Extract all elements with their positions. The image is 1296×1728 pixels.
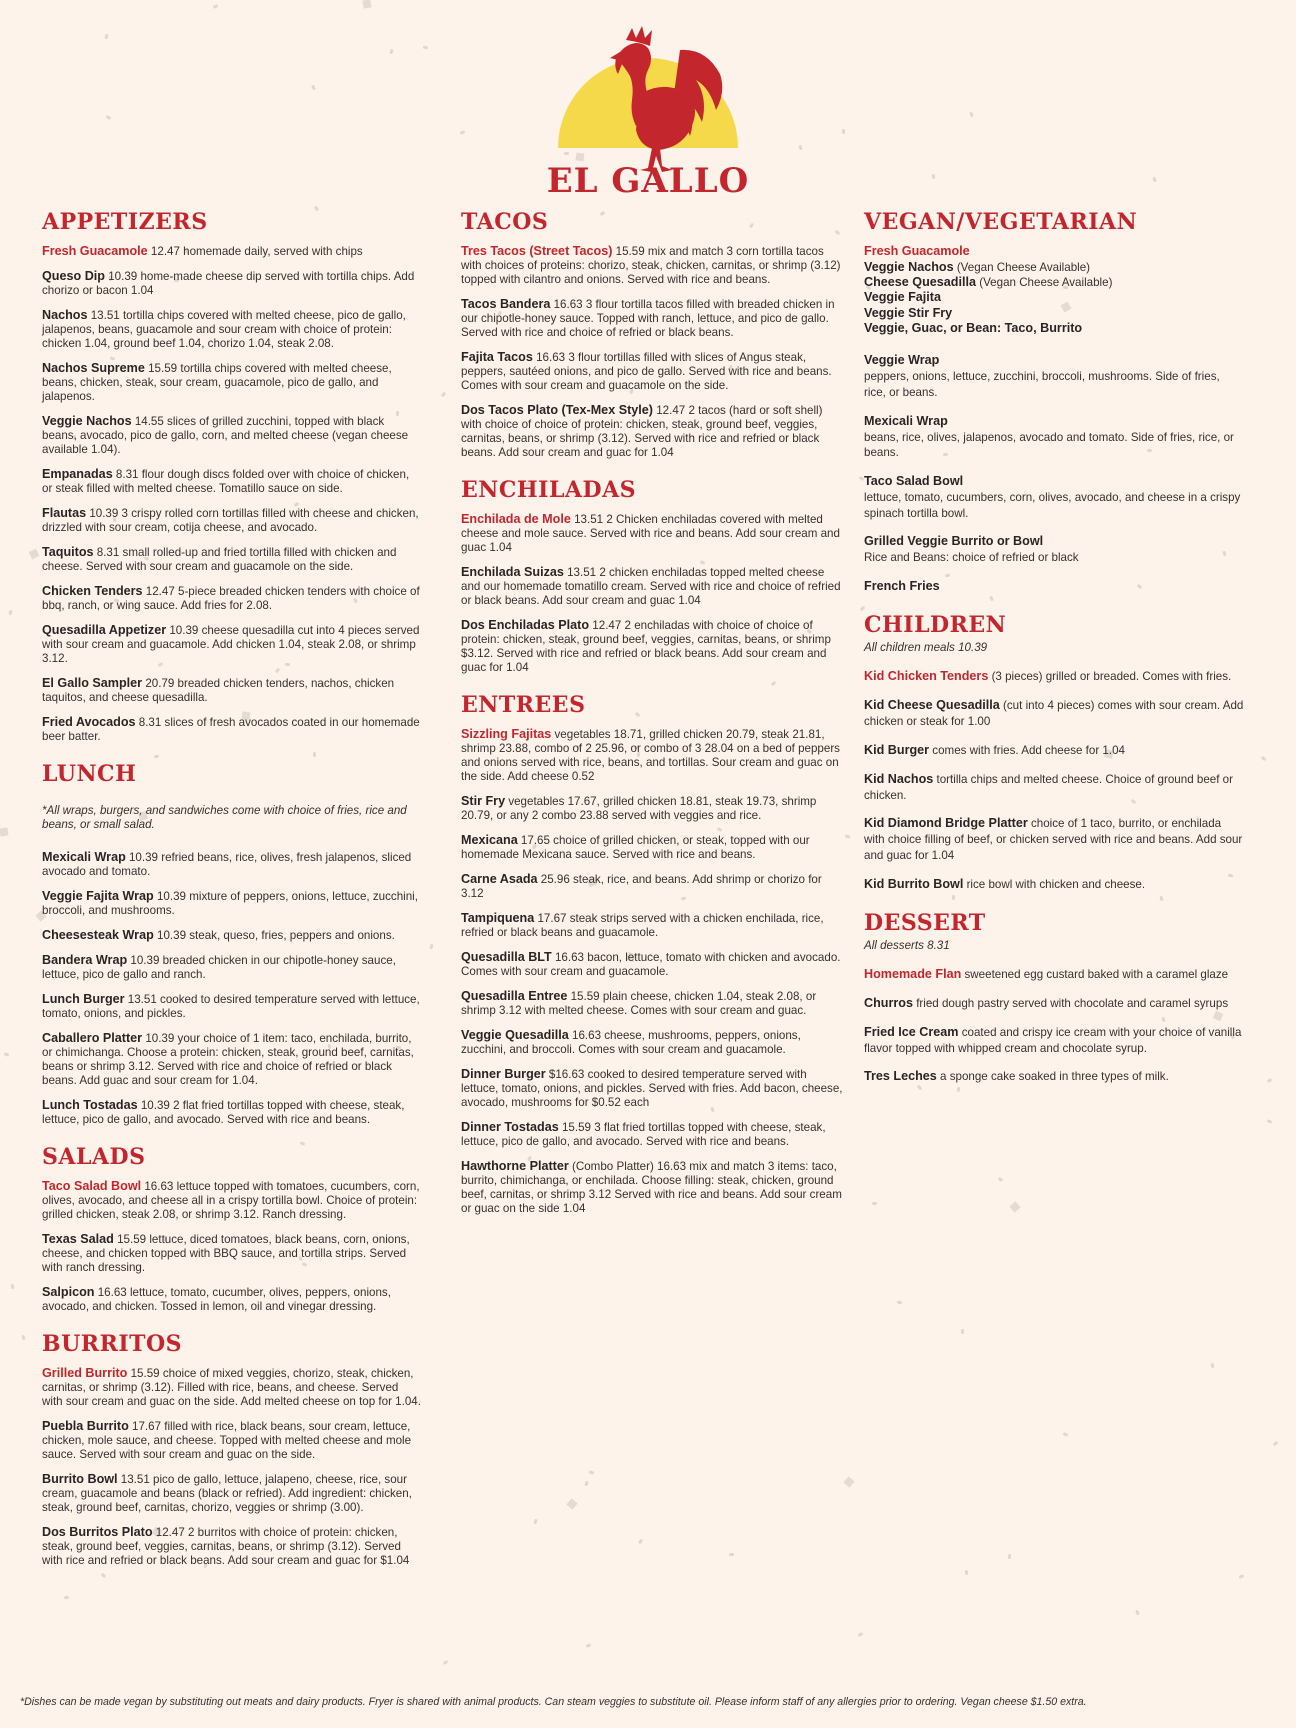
speck xyxy=(1009,1201,1020,1212)
menu-item-description: 17.67 filled with rice, black beans, sour cream, lettuce, chicken, mole sauce, and cheese. Topped with melted cheese and mole sauce. Served with sour cream and guac on the side. xyxy=(42,1420,412,1462)
menu-item xyxy=(864,876,1244,893)
menu-item-name: Flautas xyxy=(42,506,87,521)
menu-item xyxy=(461,833,843,862)
speck xyxy=(842,129,845,134)
menu-item-name: Tacos Bandera xyxy=(461,297,551,312)
menu-column-right xyxy=(864,210,1244,1103)
menu-item xyxy=(461,403,843,460)
menu-item xyxy=(42,953,422,982)
vegan-line xyxy=(864,244,1244,259)
section-burritos xyxy=(42,1332,422,1568)
menu-item-name: French Fries xyxy=(864,578,940,593)
speck xyxy=(430,944,434,950)
speck xyxy=(1152,177,1156,183)
menu-item xyxy=(42,715,422,744)
menu-item xyxy=(42,545,422,574)
speck xyxy=(423,46,428,50)
menu-item xyxy=(461,565,843,608)
menu-item xyxy=(42,1419,422,1462)
menu-item-description: (3 pieces) grilled or breaded. Comes with fries. xyxy=(988,670,1232,684)
speck xyxy=(1135,1610,1140,1616)
menu-item xyxy=(864,668,1244,685)
menu-item xyxy=(461,989,843,1018)
section-heading: BURRITOS xyxy=(42,1331,183,1358)
menu-item-name: Veggie Stir Fry xyxy=(864,305,953,320)
menu-item-name: Bandera Wrap xyxy=(42,953,128,968)
speck xyxy=(932,174,936,179)
menu-item xyxy=(42,414,422,457)
speck xyxy=(534,1519,538,1525)
menu-item xyxy=(42,1366,422,1409)
menu-item xyxy=(42,584,422,613)
menu-item-name: Veggie Fajita Wrap xyxy=(42,889,154,904)
section-vegan xyxy=(864,210,1244,595)
menu-item-description: choice of 1 taco, burrito, or enchilada with choice filling of beef, or chicken served with rice and beans. Add sour and guac for 1.04 xyxy=(864,817,1243,862)
menu-item-name: Dos Tacos Plato (Tex-Mex Style) xyxy=(461,402,653,417)
menu-item xyxy=(42,361,422,404)
vegan-line xyxy=(864,260,1244,275)
menu-item-name: Tres Leches xyxy=(864,1069,937,1084)
menu-item xyxy=(864,966,1244,983)
speck xyxy=(11,1284,15,1289)
menu-item xyxy=(42,269,422,298)
menu-item xyxy=(461,1159,843,1216)
menu-item-name: Enchilada de Mole xyxy=(461,511,571,526)
menu-item-name: Kid Burrito Bowl xyxy=(864,876,964,891)
speck xyxy=(389,49,393,55)
speck xyxy=(311,85,316,91)
section-heading: TACOS xyxy=(461,209,549,235)
menu-item xyxy=(864,578,1244,595)
vegan-line xyxy=(864,275,1244,290)
section-heading: SALADS xyxy=(42,1144,146,1171)
dessert-items xyxy=(864,966,1244,1086)
vegan-items xyxy=(864,352,1244,594)
menu-footer-note: *Dishes can be made vegan by substituting out meats and dairy products. Fryer is shared with animal products. Can steam veggies to substitute oil. Please inform staff of any allergies prior to ordering. Vegan cheese $1.50 extra. xyxy=(20,1696,1087,1708)
menu-item xyxy=(42,928,422,943)
menu-item-name: Queso Dip xyxy=(42,269,105,284)
menu-item-name: Caballero Platter xyxy=(42,1031,143,1046)
section-tacos xyxy=(461,210,843,460)
menu-item xyxy=(864,352,1244,400)
menu-item-name: Salpicon xyxy=(42,1285,95,1300)
menu-item-description: 15.59 choice of mixed veggies, chorizo, steak, chicken, carnitas, or shrimp (3.12). Filled with rice, beans, and cheese. Served with sour cream and guac on the side. Add melted cheese on top for 1.04. xyxy=(42,1367,421,1409)
speck xyxy=(1008,1554,1012,1559)
menu-item-description: 16.63 lettuce, tomato, cucumber, olives, peppers, onions, avocado, and chicken. Tossed in lemon, oil and vinegar dressing. xyxy=(42,1286,391,1314)
menu-item-description: coated and crispy ice cream with your choice of vanilla flavor topped with whipped cream and chocolate syrup. xyxy=(864,1025,1242,1055)
menu-item-name: Nachos Supreme xyxy=(42,361,145,376)
menu-item-description: 8.31 slices of fresh avocados coated in our homemade beer batter. xyxy=(42,716,420,744)
section-entrees xyxy=(461,693,843,1216)
menu-item-name: Chicken Tenders xyxy=(42,584,143,599)
menu-item-description: Rice and Beans: choice of refried or black xyxy=(864,551,1079,565)
menu-item xyxy=(42,889,422,918)
menu-item-name: Lunch Burger xyxy=(42,992,125,1007)
menu-item-description: 17.67 steak strips served with a chicken enchilada, rice, refried or black beans and guacamole. xyxy=(461,911,824,939)
section-heading: APPETIZERS xyxy=(42,209,208,235)
menu-item-name: Cheese Quesadilla xyxy=(864,274,976,289)
speck xyxy=(105,34,109,39)
vegan-line xyxy=(864,290,1244,305)
menu-item-description: 12.47 5-piece breaded chicken tenders with choice of bbq, ranch, or wing sauce. Add fries for 2.08. xyxy=(42,585,420,613)
speck xyxy=(845,834,851,838)
menu-item xyxy=(461,911,843,940)
speck xyxy=(969,112,973,118)
speck xyxy=(965,1570,969,1575)
menu-item-description: 15.59 3 flat fried tortillas topped with cheese, steak, lettuce, pico de gallo, and avocado. Served with rice and beans. xyxy=(461,1120,826,1148)
speck xyxy=(106,115,112,120)
menu-item-description: 16.63 3 flour tortillas filled with slices of Angus steak, peppers, sautéed onions, and pico de gallo. Served with rice and beans. Comes with sour cream and guacamole on the side. xyxy=(461,351,832,393)
menu-item xyxy=(461,244,843,287)
speck xyxy=(858,1632,864,1637)
speck xyxy=(566,1498,577,1509)
menu-item-name: Quesadilla Appetizer xyxy=(42,623,167,638)
speck xyxy=(1267,1078,1273,1083)
menu-item-description: 13.51 pico de gallo, lettuce, jalapeno, cheese, rice, sour cream, guacamole and beans (black or refried). Add ingredient: chicken, steak, ground beef, carnitas, chorizo, veggies or shrimp (3.00). xyxy=(42,1473,412,1515)
menu-item-name: Texas Salad xyxy=(42,1232,114,1247)
speck xyxy=(1267,1119,1273,1124)
menu-item xyxy=(864,413,1244,461)
children-items xyxy=(864,668,1244,893)
menu-item-description: tortilla chips and melted cheese. Choice of ground beef or chicken. xyxy=(864,772,1233,802)
menu-item xyxy=(864,742,1244,759)
speck xyxy=(872,1202,877,1205)
menu-item-description: 10.39 home-made cheese dip served with tortilla chips. Add chorizo or bacon 1.04 xyxy=(42,270,415,298)
menu-item-name: Fajita Tacos xyxy=(461,350,533,365)
speck xyxy=(443,1660,449,1665)
menu-item xyxy=(461,297,843,340)
menu-item xyxy=(864,533,1244,566)
speck xyxy=(729,1553,734,1556)
menu-item-description: comes with fries. Add cheese for 1.04 xyxy=(929,743,1125,757)
menu-item-description: 10.39 3 crispy rolled corn tortillas filled with cheese and chicken, drizzled with sour cream, cotija cheese, and avocado. xyxy=(42,507,419,535)
speck xyxy=(584,1481,588,1487)
menu-item-name: Churros xyxy=(864,995,913,1010)
speck xyxy=(998,1177,1004,1182)
menu-item xyxy=(461,1120,843,1149)
speck xyxy=(1210,1363,1214,1369)
menu-item-description: (cut into 4 pieces) comes with sour cream. Add chicken or steak for 1.00 xyxy=(864,699,1244,729)
menu-item-name: Lunch Tostadas xyxy=(42,1098,138,1113)
menu-item-name: Empanadas xyxy=(42,467,113,482)
menu-item xyxy=(42,467,422,496)
menu-item-description: 16.63 bacon, lettuce, tomato with chicken and avocado. Comes with sour cream and guacamole. xyxy=(461,950,841,978)
speck xyxy=(798,145,802,151)
menu-item xyxy=(461,618,843,675)
menu-item-name: Veggie Nachos xyxy=(42,414,132,429)
menu-item-name: Dos Enchiladas Plato xyxy=(461,617,590,632)
menu-item-name: Quesadilla Entree xyxy=(461,988,568,1003)
speck xyxy=(1063,1432,1069,1437)
speck xyxy=(1261,756,1267,762)
menu-item-name: Veggie Wrap xyxy=(864,353,940,368)
menu-item-description: 10.39 mixture of peppers, onions, lettuce, zucchini, broccoli, and mushrooms. xyxy=(42,890,418,918)
menu-item xyxy=(461,950,843,979)
menu-item xyxy=(864,815,1244,863)
menu-item xyxy=(42,1031,422,1088)
speck xyxy=(0,827,9,836)
menu-item-description: (Combo Platter) 16.63 mix and match 3 items: taco, burrito, chimichanga, or enchilada. Choose filling: steak, chicken, ground beef, carnitas, or shrimp 3.12 Served with rice and beans. Add sour cream or guac on the side 1.04 xyxy=(461,1159,842,1215)
menu-item-name: Dinner Tostadas xyxy=(461,1119,559,1134)
menu-item xyxy=(42,1232,422,1275)
menu-item xyxy=(461,794,843,823)
menu-item-name: Fried Avocados xyxy=(42,715,136,730)
section-subtitle: All desserts 8.31 xyxy=(864,938,950,952)
menu-item xyxy=(42,1179,422,1222)
menu-column-middle xyxy=(461,210,843,1234)
menu-item-name: Carne Asada xyxy=(461,871,538,886)
menu-item xyxy=(461,512,843,555)
menu-item xyxy=(42,308,422,351)
menu-item-name: Enchilada Suizas xyxy=(461,564,564,579)
section-subtitle: All children meals 10.39 xyxy=(864,641,988,655)
menu-item xyxy=(42,992,422,1021)
section-children xyxy=(864,613,1244,893)
section-dessert xyxy=(864,911,1244,1086)
rooster-logo xyxy=(540,18,756,198)
section-heading: ENCHILADAS xyxy=(461,476,637,503)
menu-item-description: lettuce, tomato, cucumbers, corn, olives, avocado, and cheese in a crispy spinach tortilla bowl. xyxy=(864,490,1241,520)
menu-item xyxy=(42,850,422,879)
vegan-line xyxy=(864,321,1244,336)
speck xyxy=(21,1335,25,1341)
menu-item-description: 13.51 cooked to desired temperature served with lettuce, tomato, onions, and pickles. xyxy=(42,993,420,1021)
menu-item-description: 12.47 homemade daily, served with chips xyxy=(147,245,363,259)
menu-item xyxy=(864,1024,1244,1057)
menu-item-name: Nachos xyxy=(42,308,88,323)
menu-item-name: Stir Fry xyxy=(461,793,506,808)
menu-item-name: Veggie Fajita xyxy=(864,290,941,305)
menu-item-name: Hawthorne Platter xyxy=(461,1158,569,1173)
menu-item-name: Veggie, Guac, or Bean: Taco, Burrito xyxy=(864,320,1083,335)
menu-item-description: 10.39 cheese quesadilla cut into 4 pieces served with sour cream and guacamole. Add chicken 1.04, steak 2.08, or shrimp 3.12. xyxy=(42,624,420,666)
menu-item-name: Sizzling Fajitas xyxy=(461,726,552,741)
menu-item-name: Kid Nachos xyxy=(864,771,934,786)
menu-item-name: Grilled Veggie Burrito or Bowl xyxy=(864,534,1044,549)
menu-item-description: 10.39 steak, queso, fries, peppers and onions. xyxy=(153,929,395,943)
menu-item-name: Puebla Burrito xyxy=(42,1419,129,1434)
menu-item-name: Mexicana xyxy=(461,832,518,847)
menu-item-description: 15.59 plain cheese, chicken 1.04, steak 2.08, or shrimp 3.12 with melted cheese. Comes with sour cream and guac. xyxy=(461,989,817,1017)
menu-item-description: 15.59 mix and match 3 corn tortilla tacos with choices of proteins: chorizo, steak, chicken, carnitas, or shrimp (3.12) topped with cilantro and onions. Served with rice and beans. xyxy=(461,245,841,287)
menu-item-name: Kid Diamond Bridge Platter xyxy=(864,816,1028,831)
menu-item-description: 10.39 your choice of 1 item: taco, enchilada, burrito, or chimichanga. Choose a protein: chicken, steak, ground beef, carnitas, beans or shrimp 3.12. Served with rice and choice of refried or black beans. Add guac and sour cream for 1.04. xyxy=(42,1032,414,1088)
menu-item-name: Cheesesteak Wrap xyxy=(42,928,154,943)
speck xyxy=(589,1470,595,1474)
menu-item xyxy=(42,676,422,705)
menu-item-name: Tres Tacos (Street Tacos) xyxy=(461,244,613,259)
speck xyxy=(843,1476,854,1487)
menu-item xyxy=(42,1098,422,1127)
menu-item-description: a sponge cake soaked in three types of milk. xyxy=(936,1070,1169,1084)
menu-item-description: 8.31 flour dough discs folded over with choice of chicken, or steak filled with melted cheese. Tomatillo sauce on side. xyxy=(42,468,410,496)
menu-item-description: 20.79 breaded chicken tenders, nachos, chicken taquitos, and cheese quesadilla. xyxy=(42,677,395,705)
speck xyxy=(1239,1574,1245,1579)
menu-item xyxy=(864,1068,1244,1085)
menu-item-name: Kid Burger xyxy=(864,742,930,757)
menu-item-description: vegetables 17.67, grilled chicken 18.81, steak 19.73, shrimp 20.79, or any 2 combo 23.88 served with veggies and rice. xyxy=(461,794,817,822)
menu-column-left xyxy=(42,210,422,1586)
menu-item-description: 12.47 2 burritos with choice of protein: chicken, steak, ground beef, veggies, carnitas, beans, or shrimp (3.12). Served with rice and refried or black beans. Add sour cream and guac for $1.04 xyxy=(42,1526,410,1568)
menu-item-name: Veggie Quesadilla xyxy=(461,1027,569,1042)
vegan-list xyxy=(864,244,1244,336)
menu-item xyxy=(864,771,1244,804)
section-heading: LUNCH xyxy=(42,761,137,788)
menu-item-description: sweetened egg custard baked with a caramel glaze xyxy=(961,967,1229,981)
menu-item xyxy=(461,872,843,901)
menu-item xyxy=(461,1028,843,1057)
menu-item-name: Kid Chicken Tenders xyxy=(864,669,989,684)
menu-item-description: peppers, onions, lettuce, zucchini, broccoli, mushrooms. Side of fries, rice, or beans. xyxy=(864,370,1220,399)
menu-item-description: 13.51 2 Chicken enchiladas covered with melted cheese and mole sauce. Served with rice and beans. Add sour cream and guac 1.04 xyxy=(461,512,840,554)
menu-item-name: Mexicali Wrap xyxy=(864,413,948,428)
menu-item-name: El Gallo Sampler xyxy=(42,676,143,691)
section-heading: CHILDREN xyxy=(864,611,1007,638)
menu-item xyxy=(42,1525,422,1568)
menu-item-name: Kid Cheese Quesadilla xyxy=(864,698,1000,713)
menu-item-description: rice bowl with chicken and cheese. xyxy=(963,877,1146,891)
menu-item xyxy=(461,1067,843,1110)
speck xyxy=(362,0,371,9)
speck xyxy=(1273,1441,1279,1447)
speck xyxy=(897,1300,903,1304)
menu-item xyxy=(42,506,422,535)
speck xyxy=(213,4,219,9)
menu-item-description: beans, rice, olives, jalapenos, avocado and tomato. Side of fries, rice, or beans. xyxy=(864,430,1234,460)
menu-item-description: $16.63 cooked to desired temperature served with lettuce, tomato, onions, and pickles. Served with fries. Add bacon, cheese, avocado, mushrooms for $0.52 each xyxy=(461,1067,843,1109)
menu-item xyxy=(42,623,422,666)
menu-item-name: Mexicali Wrap xyxy=(42,850,126,865)
section-lunch xyxy=(42,762,422,1127)
menu-item-name: Fried Ice Cream xyxy=(864,1024,959,1039)
speck xyxy=(4,1052,10,1056)
menu-item xyxy=(461,727,843,784)
menu-item xyxy=(864,473,1244,521)
menu-item-name: Homemade Flan xyxy=(864,966,962,981)
section-note: *All wraps, burgers, and sandwiches come with choice of fries, rice and beans, or small salad. xyxy=(42,804,407,832)
section-heading: ENTREES xyxy=(461,691,586,718)
menu-item-name: Fresh Guacamole xyxy=(864,244,970,259)
menu-item-name: Tampiquena xyxy=(461,910,535,925)
menu-item-name: Dinner Burger xyxy=(461,1066,546,1081)
menu-item-description: 10.39 refried beans, rice, olives, fresh jalapenos, sliced avocado and tomato. xyxy=(42,851,412,879)
speck xyxy=(638,1539,643,1545)
menu-item-description: (Vegan Cheese Available) xyxy=(976,275,1113,289)
speck xyxy=(8,610,12,616)
menu-item-description: 25.96 steak, rice, and beans. Add shrimp or chorizo for 3.12 xyxy=(461,872,822,900)
menu-item-description: 13.51 2 chicken enchiladas topped melted cheese and our homemade tomatillo cream. Served with rice and choice of refried or black beans. Add sour cream and guac 1.04 xyxy=(461,565,841,607)
menu-item-name: Taquitos xyxy=(42,545,94,560)
menu-item xyxy=(42,244,422,259)
menu-item-description: 16.63 lettuce topped with tomatoes, cucumbers, corn, olives, avocado, and cheese all in a crispy tortilla bowl. Choice of protein: grilled chicken, steak 2.08, or shrimp 3.12. Ranch dressing. xyxy=(42,1180,420,1222)
menu-item-description: 14.55 slices of grilled zucchini, topped with black beans, avocado, pico de gallo, corn, and melted cheese (vegan cheese available 1.04). xyxy=(42,415,409,457)
menu-item-description: 16.63 3 flour tortilla tacos filled with breaded chicken in our chipotle-honey sauce. Topped with ranch, lettuce, and pico de gallo. Served with rice and choice of refried or black beans. xyxy=(461,298,835,340)
menu-item-name: Grilled Burrito xyxy=(42,1366,128,1381)
menu-item-description: vegetables 18.71, grilled chicken 20.79, steak 21.81, shrimp 23.88, combo of 2 25.96, or combo of 3 28.04 on a bed of peppers and onions served with rice, beans, and tortillas. Sour cream and guac on the side. Add cheese 0.52 xyxy=(461,727,840,783)
section-heading: DESSERT xyxy=(864,909,986,936)
menu-item-description: 12.47 2 tacos (hard or soft shell) with choice of choice of protein: chicken, steak, ground beef, veggies, carnitas, beans, or shrimp (3.12). Served with rice and refried or black beans. Add sour cream and guac for 1.04 xyxy=(461,403,823,459)
menu-item-description: 15.59 tortilla chips covered with melted cheese, beans, chicken, steak, sour cream, guacamole, pico de gallo, and jalapenos. xyxy=(42,362,392,404)
brand-name: EL GALLO xyxy=(546,161,750,198)
menu-item-name: Veggie Nachos xyxy=(864,259,954,274)
menu-item-name: Burrito Bowl xyxy=(42,1472,118,1487)
speck xyxy=(586,1643,592,1648)
speck xyxy=(441,392,447,398)
menu-item xyxy=(864,995,1244,1012)
speck xyxy=(64,1596,69,1600)
menu-item-description: 17.65 choice of grilled chicken, or steak, topped with our homemade Mexicana sauce. Served with rice and beans. xyxy=(461,833,810,861)
menu-item-name: Taco Salad Bowl xyxy=(42,1179,142,1194)
menu-item-name: Dos Burritos Plato xyxy=(42,1525,153,1540)
speck xyxy=(961,1329,964,1334)
section-salads xyxy=(42,1145,422,1314)
menu-item-description: fried dough pastry served with chocolate and caramel syrups xyxy=(912,996,1229,1010)
menu-item xyxy=(864,697,1244,730)
menu-item-description: 8.31 small rolled-up and fried tortilla filled with chicken and cheese. Served with sour cream and guacamole on the side. xyxy=(42,546,397,574)
menu-item-description: 10.39 breaded chicken in our chipotle-honey sauce, lettuce, pico de gallo and ranch. xyxy=(42,954,396,982)
menu-item xyxy=(42,1285,422,1314)
menu-item-description: 13.51 tortilla chips covered with melted cheese, pico de gallo, jalapenos, beans, guacamole and sour cream with choice of protein: chicken 1.04, ground beef 1.04, chorizo 1.04, steak 2.08. xyxy=(42,309,406,351)
menu-item xyxy=(42,1472,422,1515)
menu-item-name: Taco Salad Bowl xyxy=(864,473,964,488)
speck xyxy=(29,549,40,560)
section-enchiladas xyxy=(461,478,843,675)
menu-item-description: 12.47 2 enchiladas with choice of choice of protein: chicken, steak, ground beef, veggies, carnitas, beans, or shrimp $3.12. Served with rice and refried or black beans. Add sour cream and guac for 1.04 xyxy=(461,618,831,674)
section-heading: VEGAN/VEGETARIAN xyxy=(864,209,1138,235)
menu-item-description: 16.63 cheese, mushrooms, peppers, onions, zucchini, and broccoli. Comes with sour cream and guacamole. xyxy=(461,1028,801,1056)
section-appetizers xyxy=(42,210,422,744)
menu-item-description: (Vegan Cheese Available) xyxy=(953,260,1091,274)
menu-item-description: 10.39 2 flat fried tortillas topped with cheese, steak, lettuce, pico de gallo, and avocado. Served with rice and beans. xyxy=(42,1099,405,1127)
speck xyxy=(460,130,466,135)
menu-item xyxy=(461,350,843,393)
menu-item-name: Quesadilla BLT xyxy=(461,949,552,964)
vegan-line xyxy=(864,306,1244,321)
menu-item-description: 15.59 lettuce, diced tomatoes, black beans, corn, onions, cheese, and chicken topped with BBQ sauce, and tortilla strips. Served with ranch dressing. xyxy=(42,1233,410,1275)
menu-item-name: Fresh Guacamole xyxy=(42,244,148,259)
